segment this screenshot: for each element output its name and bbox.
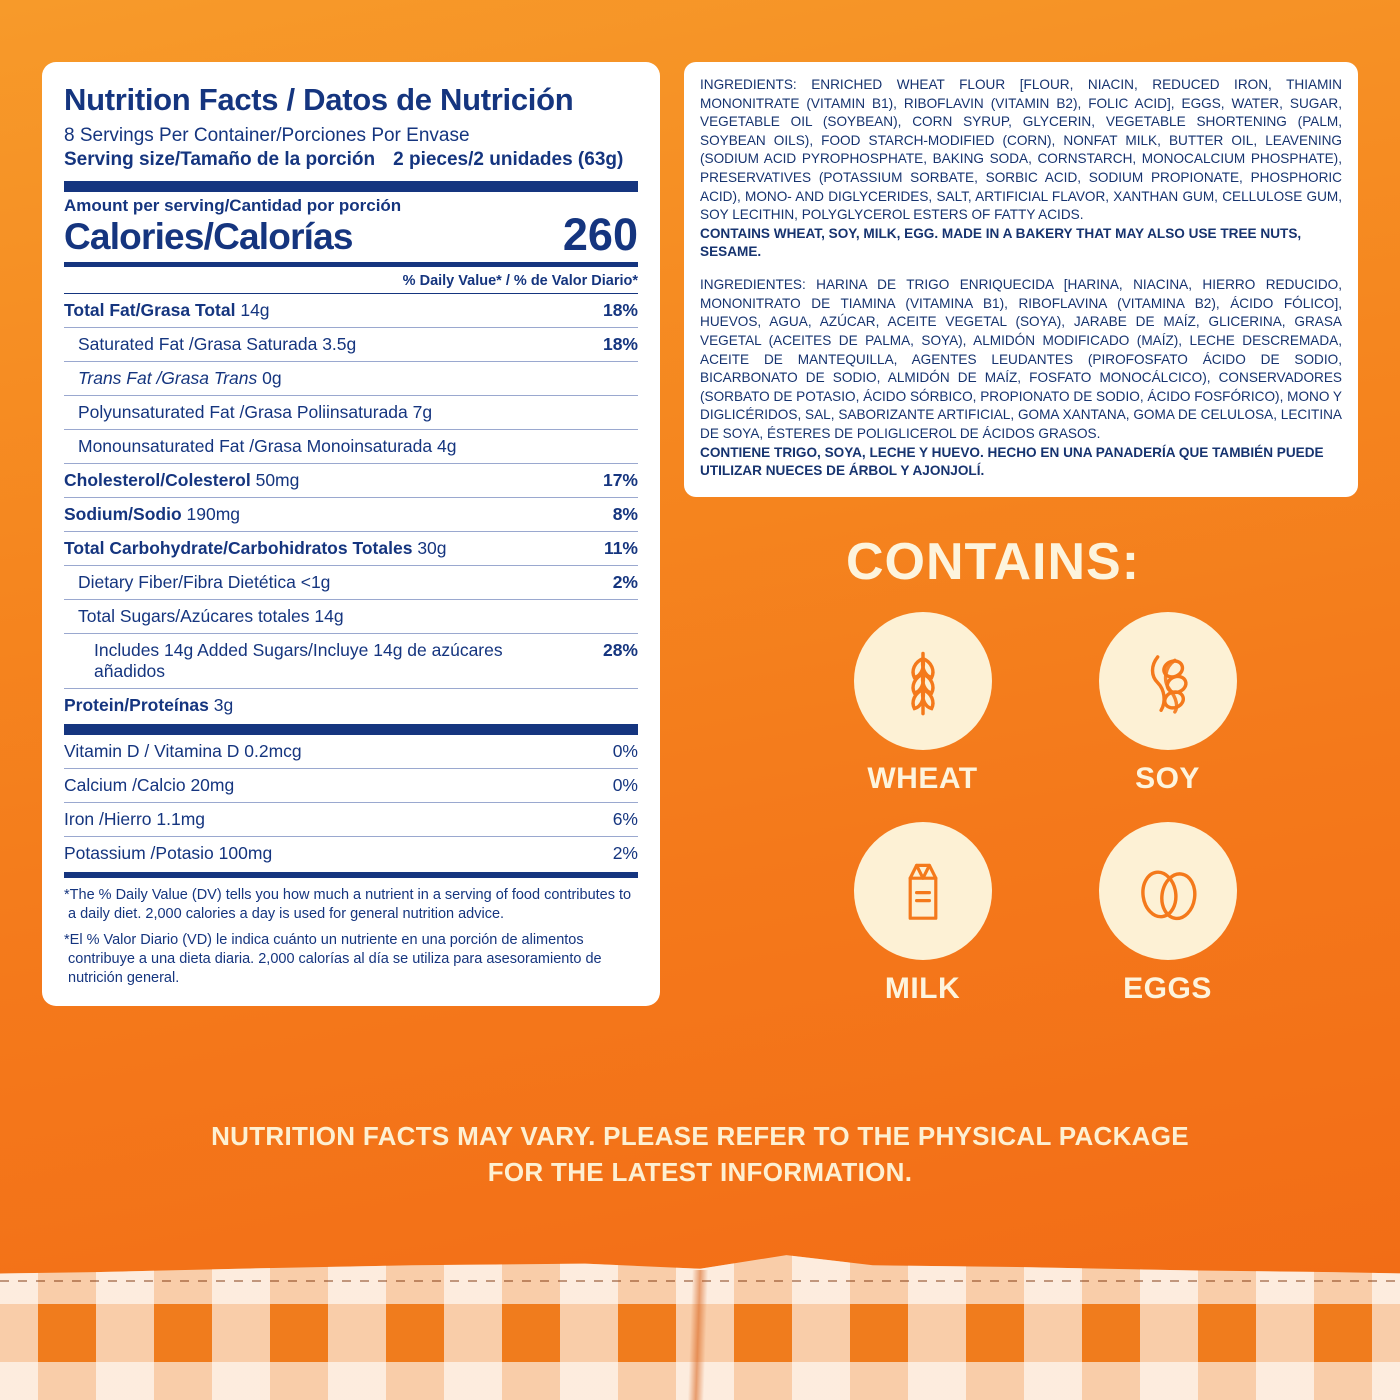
- contains-heading: CONTAINS:: [846, 533, 1141, 591]
- nutrition-facts-panel: [42, 62, 660, 1006]
- amount-per-serving-label: Amount per serving/Cantidad por porción: [64, 195, 402, 215]
- nutrient-name: Total Fat/Grasa Total: [64, 299, 236, 320]
- nutrient-name: Polyunsaturated Fat /Grasa Poliinsaturada: [78, 401, 408, 422]
- nutrient-amount: 190mg: [186, 503, 241, 524]
- allergen-eggs: [1045, 822, 1290, 1006]
- nutrient-table: [64, 294, 638, 722]
- table-row: [64, 531, 638, 565]
- contains-statement-spanish: CONTIENE TRIGO, SOYA, LECHE Y HUEVO. HECHO EN UNA PANADERÍA QUE TAMBIÉN PUEDE UTILIZAR NUECES DE ÁRBOL Y AJONJOLÍ.: [700, 444, 1324, 479]
- gingham-band: [0, 1250, 1400, 1400]
- nutrient-pct: 2%: [568, 565, 638, 599]
- micronutrient-table: [64, 735, 638, 870]
- serving-size-value: 2 pieces/2 unidades (63g): [393, 148, 624, 170]
- disclaimer-line-1: NUTRITION FACTS MAY VARY. PLEASE REFER TO THE PHYSICAL PACKAGE: [211, 1121, 1189, 1151]
- nutrient-amount: 0g: [262, 367, 282, 388]
- table-row: [64, 294, 638, 328]
- ingredients-spanish: INGREDIENTES: HARINA DE TRIGO ENRIQUECIDA [HARINA, NIACINA, HIERRO REDUCIDO, MONONITRATO DE TIAMINA (VITAMINA B1), RIBOFLAVINA (VITAMINA B2), ÁCIDO FÓLICO], HUEVOS, AGUA, AZÚCAR, ACEITE VEGETAL (SOYA), JARABE DE MAÍZ, GLICERINA, GRASA VEGETAL (ACEITES DE PALMA, SOYA), ALMIDÓN MODIFICADO (MAÍZ), LECHE DESCREMADA, ACEITE DE MANTEQUILLA, AGENTES LEUDANTES (PIROFOSFATO ÁCIDO DE SODIO, BICARBONATO DE SODIO, ALMIDÓN DE MAÍZ, FOSFATO MONOCÁLCICO), CONSERVADORES (SORBATO DE POTASIO, ÁCIDO SÓRBICO, PROPIONATO DE SODIO, ÁCIDO FOSFÓRICO), MONO Y DIGLICÉRIDOS, SAL, SABORIZANTE ARTIFICIAL, GOMA XANTANA, GOMA DE CELULOSA, LECITINA DE SOYA, ÉSTERES DE POLIGLICEROL DE ÁCIDOS GRASOS.: [700, 277, 1343, 441]
- nutrient-amount: 3g: [213, 694, 234, 715]
- micro-pct: 0%: [568, 768, 638, 802]
- table-row: [64, 361, 638, 395]
- allergen-grid: [800, 612, 1290, 1006]
- micro-pct: 2%: [612, 842, 638, 863]
- nutrient-pct: [568, 395, 638, 429]
- table-row: [64, 565, 638, 599]
- divider-thick-top: [64, 181, 638, 192]
- footnote-spanish: *El % Valor Diario (VD) le indica cuánto un nutriente en una porción de alimentos contribuye a una dieta diaria. 2,000 calorías al día se utiliza para asesoramiento de nutrición general.: [64, 931, 602, 987]
- nutrient-pct: 8%: [568, 497, 638, 531]
- nutrient-pct: 28%: [568, 633, 638, 688]
- allergen-label: WHEAT: [867, 762, 978, 795]
- milk-carton-icon: [854, 822, 992, 960]
- table-row: [64, 633, 638, 688]
- table-row: [64, 327, 638, 361]
- nutrient-pct: 17%: [568, 463, 638, 497]
- micro-pct: 6%: [568, 802, 638, 836]
- ingredients-english: INGREDIENTS: ENRICHED WHEAT FLOUR [FLOUR, NIACIN, REDUCED IRON, THIAMIN MONONITRATE (VITAMIN B1), RIBOFLAVIN (VITAMIN B2), FOLIC ACID], EGGS, WATER, SUGAR, VEGETABLE OIL (SOYBEAN), CORN SYRUP, GLYCERIN, VEGETABLE SHORTENING (PALM, SOYBEAN OILS), FOOD STARCH-MODIFIED (CORN), NONFAT MILK, BUTTER OIL, LEAVENING (SODIUM ACID PYROPHOSPHATE, BAKING SODA, CORNSTARCH, MONOCALCIUM PHOSPHATE), PRESERVATIVES (POTASSIUM SORBATE, SORBIC ACID, SODIUM PROPIONATE, PHOSPHORIC ACID), MONO- AND DIGLYCERIDES, SALT, ARTIFICIAL FLAVOR, XANTHAN GUM, CELLULOSE GUM, SOY LECITHIN, POLYGLYCEROL ESTERS OF FATTY ACIDS.: [700, 77, 1342, 223]
- wheat-icon: [854, 612, 992, 750]
- nutrient-name: Monounsaturated Fat /Grasa Monoinsaturada: [78, 435, 433, 456]
- panel-spacer: [700, 262, 1342, 276]
- divider-thick-protein: [64, 724, 638, 735]
- allergen-label: EGGS: [1123, 972, 1212, 1005]
- nutrient-name: Total Sugars/Azúcares totales: [78, 605, 310, 626]
- micro-name: Iron /Hierro: [64, 808, 152, 829]
- nutrient-amount: 14g: [314, 605, 344, 626]
- micro-name: Potassium /Potasio: [64, 842, 214, 863]
- ingredients-panel: [684, 62, 1358, 497]
- footnote-english: *The % Daily Value (DV) tells you how much a nutrient in a serving of food contributes to a daily diet. 2,000 calories a day is used for general nutrition advice.: [64, 886, 632, 922]
- allergen-soy: [1045, 612, 1290, 796]
- table-row: [64, 599, 638, 633]
- nutrient-pct: 18%: [568, 327, 638, 361]
- micro-amount: 100mg: [218, 842, 273, 863]
- table-row: [64, 688, 638, 722]
- divider-medium: [64, 262, 638, 267]
- allergen-label: SOY: [1135, 762, 1200, 795]
- eggs-icon: [1099, 822, 1237, 960]
- nutrient-amount: 3.5g: [322, 333, 357, 354]
- nutrient-pct: [568, 599, 638, 633]
- micro-pct: 0%: [568, 735, 638, 769]
- nutrient-name: Includes 14g Added Sugars/Incluye 14g de azúcares añadidos: [94, 639, 503, 681]
- serving-size-label: Serving size/Tamaño de la porción: [64, 148, 376, 170]
- calories-label: Calories/Calorías: [64, 215, 353, 257]
- table-row: [64, 497, 638, 531]
- divider-bottom: [64, 872, 638, 878]
- nutrient-name: Cholesterol/Colesterol: [64, 469, 251, 490]
- table-row: [64, 836, 638, 870]
- disclaimer-line-2: FOR THE LATEST INFORMATION.: [487, 1157, 913, 1188]
- nutrient-name: Saturated Fat /Grasa Saturada: [78, 333, 318, 354]
- servings-per-container: 8 Servings Per Container/Porciones Por Envase: [64, 124, 470, 146]
- nutrient-amount: 4g: [436, 435, 457, 456]
- micro-amount: 1.1mg: [156, 808, 206, 829]
- table-row: [64, 395, 638, 429]
- nutrient-pct: [568, 688, 638, 722]
- nutrient-name: Trans Fat /Grasa Trans: [78, 367, 258, 388]
- table-row: [64, 768, 638, 802]
- nutrient-name: Sodium/Sodio: [64, 503, 182, 524]
- calories-value: 260: [562, 208, 638, 260]
- allergen-label: MILK: [884, 972, 961, 1005]
- serving-size-row: [64, 149, 638, 171]
- nutrient-name: Protein/Proteínas: [64, 694, 209, 715]
- nutrient-amount: 50mg: [255, 469, 300, 490]
- nutrient-amount: 7g: [412, 401, 433, 422]
- soy-icon: [1099, 612, 1237, 750]
- nutrient-name: Total Carbohydrate/Carbohidratos Totales: [64, 537, 413, 558]
- table-row: [64, 802, 638, 836]
- allergen-wheat: [800, 612, 1045, 796]
- nutrient-amount: 30g: [417, 537, 447, 558]
- nutrient-pct: 18%: [568, 294, 638, 328]
- micro-name: Vitamin D / Vitamina D: [64, 740, 240, 761]
- nutrition-facts-title: Nutrition Facts / Datos de Nutrición: [64, 82, 574, 117]
- nutrient-pct: [568, 361, 638, 395]
- nutrient-pct: 11%: [568, 531, 638, 565]
- nutrient-amount: <1g: [300, 571, 331, 592]
- micro-amount: 0.2mcg: [244, 740, 302, 761]
- allergen-milk: [800, 822, 1045, 1006]
- calories-row: [64, 208, 638, 260]
- nutrient-name: Dietary Fiber/Fibra Dietética: [78, 571, 296, 592]
- table-row: [64, 429, 638, 463]
- nutrient-pct: [568, 429, 638, 463]
- table-row: [64, 735, 638, 769]
- daily-value-header: % Daily Value* / % de Valor Diario*: [402, 272, 638, 289]
- micro-name: Calcium /Calcio: [64, 774, 186, 795]
- micro-amount: 20mg: [190, 774, 235, 795]
- nutrient-amount: 14g: [240, 299, 270, 320]
- contains-statement-english: CONTAINS WHEAT, SOY, MILK, EGG. MADE IN A BAKERY THAT MAY ALSO USE TREE NUTS, SESAME.: [700, 225, 1302, 260]
- table-row: [64, 463, 638, 497]
- disclaimer: [0, 1118, 1400, 1191]
